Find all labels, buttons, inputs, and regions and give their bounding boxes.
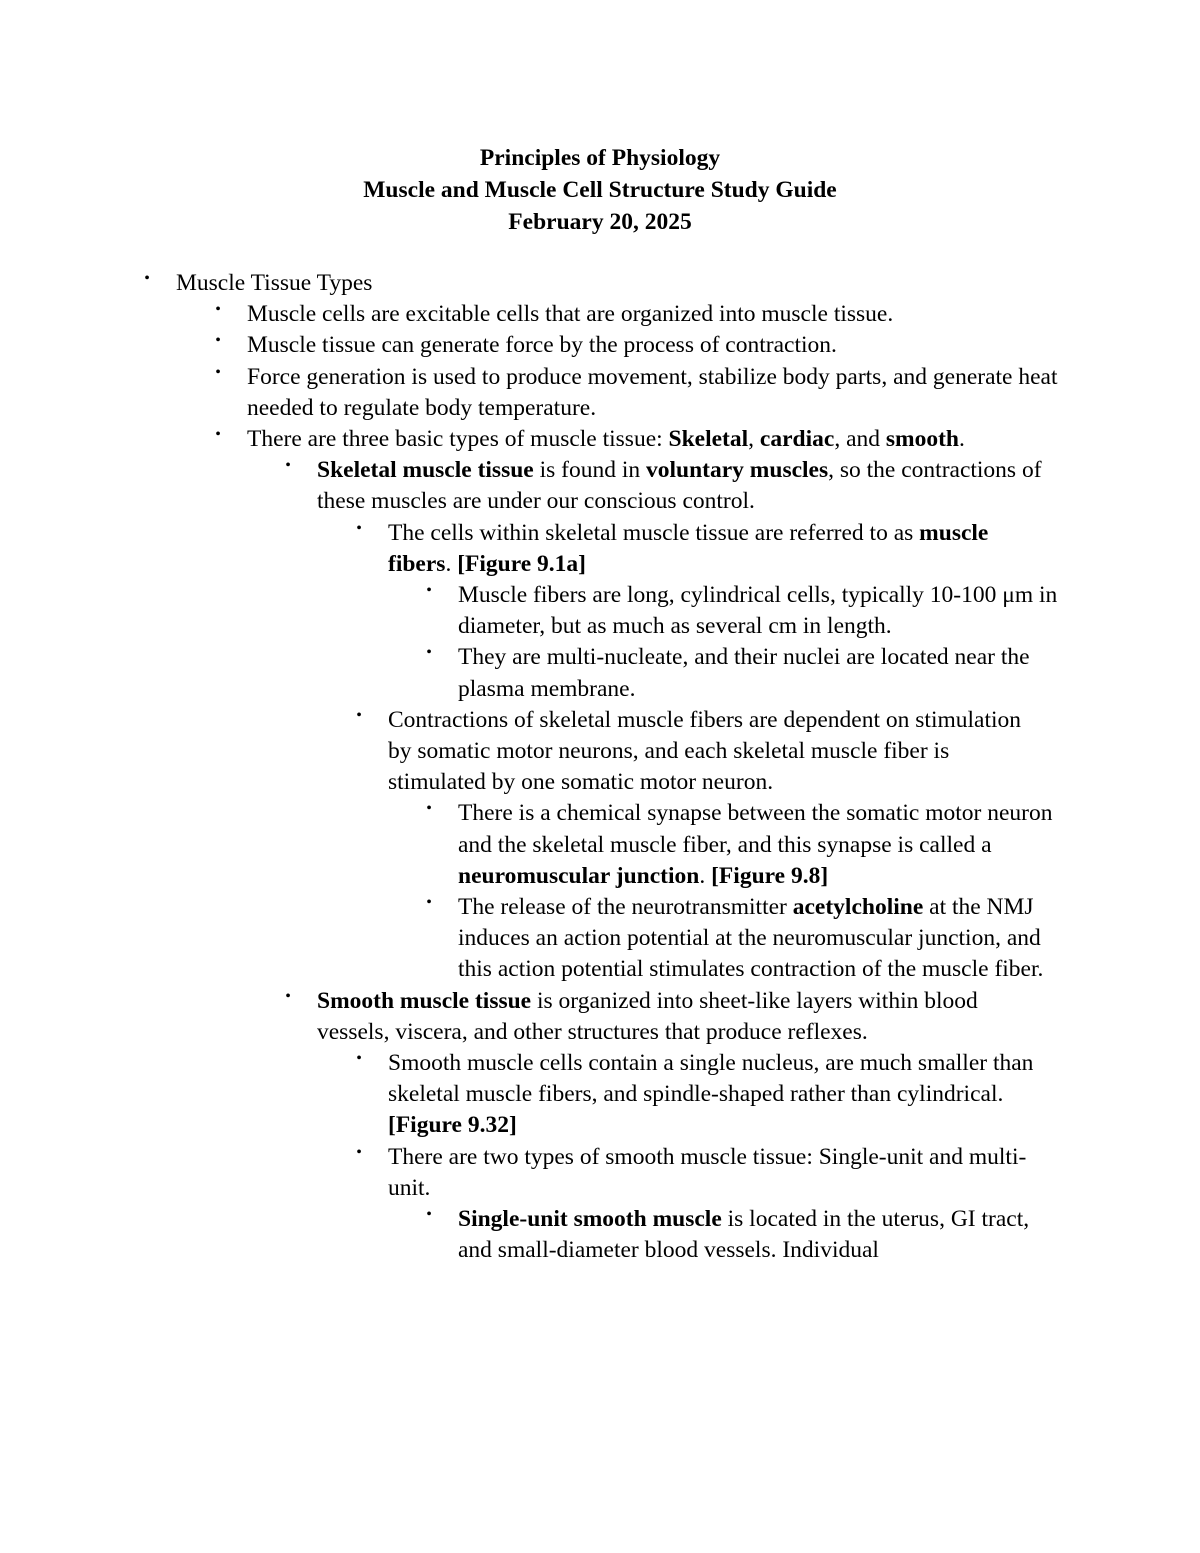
bullet-icon: • xyxy=(426,1206,432,1224)
text-run: . xyxy=(959,426,965,453)
list-item xyxy=(0,518,1200,580)
list-item-text xyxy=(317,455,1052,517)
list-item xyxy=(0,424,1200,455)
list-item xyxy=(0,986,1200,1048)
bold-term: [Figure 9.32] xyxy=(388,1112,517,1139)
list-item xyxy=(0,268,1200,299)
bullet-icon: • xyxy=(215,426,221,444)
bold-term: muscle fibers xyxy=(388,519,989,577)
bold-term: neuromuscular junction xyxy=(458,862,700,889)
list-item-text xyxy=(388,705,1048,799)
bold-term: cardiac xyxy=(759,426,835,453)
bullet-icon: • xyxy=(426,894,432,912)
text-run: . xyxy=(699,862,712,889)
list-item xyxy=(0,1204,1200,1266)
bullet-icon: • xyxy=(215,363,221,381)
bullet-icon: • xyxy=(215,332,221,350)
text-run: Muscle tissue can generate force by the process of contraction. xyxy=(247,332,837,359)
bold-term: [Figure 9.8] xyxy=(711,862,829,889)
course-title: Principles of Physiology xyxy=(479,145,721,171)
bullet-icon: • xyxy=(285,987,291,1005)
text-run: at the NMJ induces an action potential at the neuromuscular junction, and this action potential stimulates contraction of the muscle fiber. xyxy=(458,894,1044,983)
list-item-text xyxy=(247,362,1067,424)
list-item-text xyxy=(458,1204,1058,1266)
bullet-icon: • xyxy=(356,706,362,724)
text-run: Muscle Tissue Types xyxy=(176,270,373,296)
document-date: February 20, 2025 xyxy=(508,209,692,235)
text-run: There are two types of smooth muscle tissue: Single-unit and multi-unit. xyxy=(388,1143,1027,1201)
text-run: Contractions of skeletal muscle fibers are dependent on stimulation by somatic motor neurons, and each skeletal muscle fiber is stimulated by one somatic motor neuron. xyxy=(388,706,1022,796)
text-run: Muscle cells are excitable cells that are organized into muscle tissue. xyxy=(247,301,894,328)
list-item-text xyxy=(388,1048,1048,1142)
bullet-icon: • xyxy=(285,457,291,475)
list-item xyxy=(0,1142,1200,1204)
text-run: , so the contractions of these muscles are under our conscious control. xyxy=(317,457,1042,515)
bold-term: Skeletal muscle tissue xyxy=(317,457,534,484)
list-item-text xyxy=(247,299,1067,330)
list-item xyxy=(0,705,1200,799)
list-item-text xyxy=(458,580,1058,642)
list-item-text xyxy=(247,424,1067,455)
list-item xyxy=(0,299,1200,330)
bold-term: smooth xyxy=(885,426,959,453)
bold-term: voluntary muscles xyxy=(646,457,829,484)
list-item-text xyxy=(458,642,1058,704)
bullet-icon: • xyxy=(356,1143,362,1161)
list-item xyxy=(0,642,1200,704)
text-run: There are three basic types of muscle tissue: xyxy=(247,426,669,453)
text-run: Force generation is used to produce movement, stabilize body parts, and generate heat needed to regulate body temperature. xyxy=(247,363,1058,421)
study-guide-title: Muscle and Muscle Cell Structure Study Guide xyxy=(363,177,837,203)
bold-term: acetylcholine xyxy=(792,894,924,921)
text-run: They are multi-nucleate, and their nuclei are located near the plasma membrane. xyxy=(458,644,1030,702)
text-run: Muscle fibers are long, cylindrical cells, typically 10-100 μm in diameter, but as much as several cm in length. xyxy=(458,582,1058,640)
list-item-text xyxy=(458,798,1058,892)
bullet-icon: • xyxy=(144,270,150,287)
list-item xyxy=(0,1048,1200,1142)
bold-term: [Figure 9.1a] xyxy=(457,550,586,577)
list-item xyxy=(0,455,1200,517)
bold-term: Single-unit smooth muscle xyxy=(458,1206,722,1233)
bullet-icon: • xyxy=(426,644,432,662)
bullet-icon: • xyxy=(215,301,221,319)
list-item xyxy=(0,892,1200,986)
text-run: is located in the uterus, GI tract, and small-diameter blood vessels. Individual xyxy=(458,1206,1030,1264)
bullet-outline xyxy=(0,268,1200,1267)
list-item xyxy=(0,362,1200,424)
text-run: The release of the neurotransmitter xyxy=(458,894,793,921)
list-item-text xyxy=(458,892,1058,986)
list-item-text xyxy=(176,268,1056,299)
text-run: is found in xyxy=(533,457,646,484)
list-item-text xyxy=(317,986,1052,1048)
list-item-text xyxy=(247,330,1067,361)
text-run: There is a chemical synapse between the somatic motor neuron and the skeletal muscle fiber, and this synapse is called a xyxy=(458,800,1053,858)
text-run: Smooth muscle cells contain a single nucleus, are much smaller than skeletal muscle fibers, and spindle-shaped rather than cylindrical. xyxy=(388,1050,1034,1108)
list-item-text xyxy=(388,1142,1048,1204)
text-run: is organized into sheet-like layers within blood vessels, viscera, and other structures that produce reflexes. xyxy=(317,987,978,1045)
bullet-icon: • xyxy=(356,519,362,537)
text-run: , and xyxy=(834,426,886,453)
text-run: The cells within skeletal muscle tissue are referred to as xyxy=(388,519,920,546)
bold-term: Skeletal xyxy=(668,426,749,453)
list-item-text xyxy=(388,518,1048,580)
list-item xyxy=(0,580,1200,642)
bullet-icon: • xyxy=(356,1050,362,1068)
list-item xyxy=(0,798,1200,892)
document-header xyxy=(0,142,1200,238)
list-item xyxy=(0,330,1200,361)
text-run: , xyxy=(748,426,760,453)
bold-term: Smooth muscle tissue xyxy=(317,987,532,1014)
bullet-icon: • xyxy=(426,582,432,600)
bullet-icon: • xyxy=(426,800,432,818)
text-run: . xyxy=(445,550,458,577)
